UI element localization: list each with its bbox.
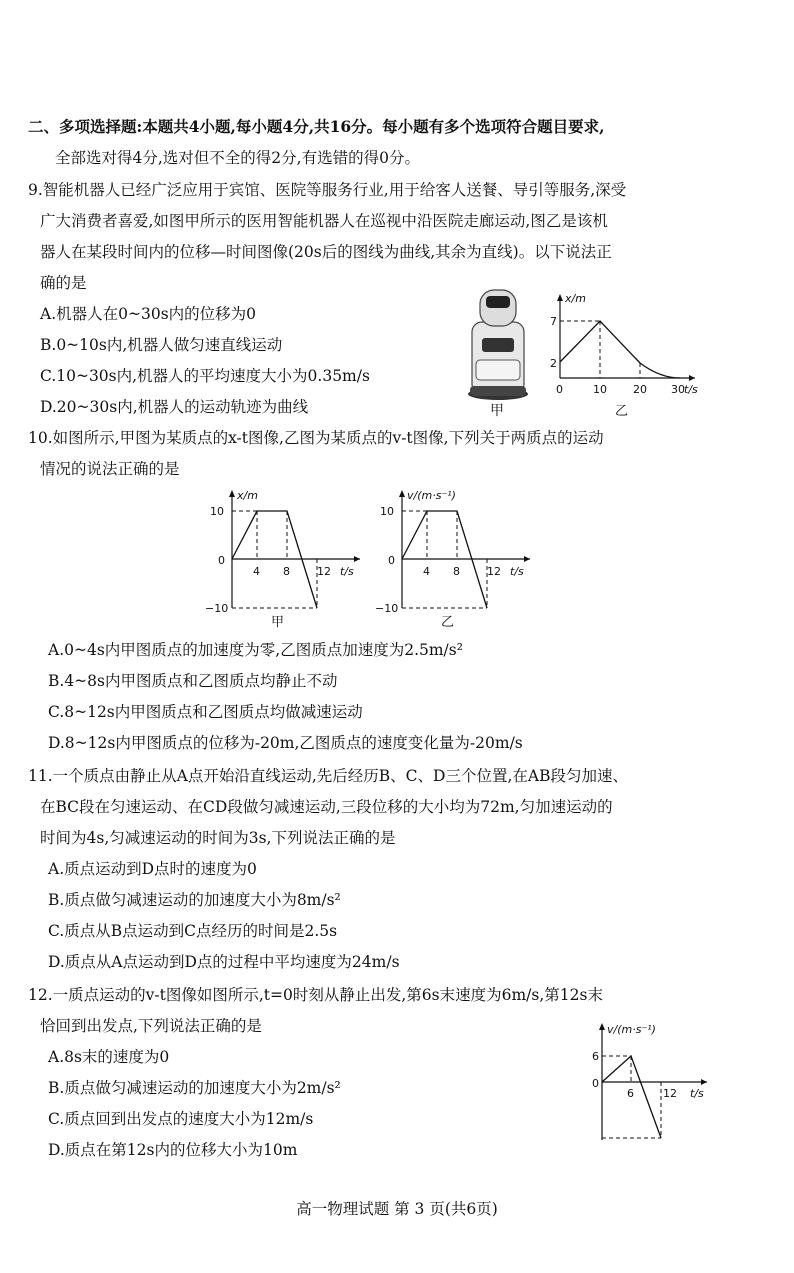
q11-option-d: D.质点从A点运动到D点的过程中平均速度为24m/s bbox=[48, 953, 400, 971]
robot-figure bbox=[462, 282, 534, 422]
q10-option-d: D.8~12s内甲图质点的位移为-20m,乙图质点的速度变化量为-20m/s bbox=[48, 734, 523, 752]
q9-option-a: A.机器人在0~30s内的位移为0 bbox=[40, 305, 257, 323]
q9-option-c: C.10~30s内,机器人的平均速度大小为0.35m/s bbox=[40, 367, 370, 385]
q9-stem-line4: 确的是 bbox=[40, 274, 87, 292]
q10-yi-ylabel: v/(m·s⁻¹) bbox=[407, 489, 456, 502]
q11-option-b: B.质点做匀减速运动的加速度大小为8m/s² bbox=[48, 891, 341, 909]
q10-yi-ytick-neg10: −10 bbox=[375, 602, 399, 615]
q9-graph-line bbox=[560, 321, 680, 378]
q9-graph-caption: 乙 bbox=[615, 404, 629, 419]
q10-jia-xtick-4: 4 bbox=[253, 565, 260, 578]
q10-yi-caption: 乙 bbox=[441, 615, 455, 630]
q12-xlabel: t/s bbox=[690, 1087, 704, 1100]
q12-option-a: A.8s末的速度为0 bbox=[48, 1048, 170, 1066]
q12-option-b: B.质点做匀减速运动的加速度大小为2m/s² bbox=[48, 1079, 341, 1097]
q9-xlabel: t/s bbox=[684, 383, 698, 396]
q9-xtick-30: 30 bbox=[671, 383, 685, 396]
fig-jia-caption: 甲 bbox=[490, 403, 504, 419]
q12-vt-graph bbox=[585, 1020, 715, 1145]
page-footer: 高一物理试题 第 3 页(共6页) bbox=[296, 1200, 498, 1218]
q11-stem-line3: 时间为4s,匀减速运动的时间为3s,下列说法正确的是 bbox=[40, 829, 396, 847]
q12-xtick-12: 12 bbox=[663, 1087, 677, 1100]
q10-jia-ytick-0: 0 bbox=[218, 554, 225, 567]
q10-option-a: A.0~4s内甲图质点的加速度为零,乙图质点加速度为2.5m/s² bbox=[48, 641, 463, 659]
q9-stem-line3: 器人在某段时间内的位移—时间图像(20s后的图线为曲线,其余为直线)。以下说法正 bbox=[40, 243, 612, 261]
q12-stem-line1: 12.一质点运动的v-t图像如图所示,t=0时刻从静止出发,第6s末速度为6m/s,第12s末 bbox=[28, 986, 603, 1004]
q12-option-c: C.质点回到出发点的速度大小为12m/s bbox=[48, 1110, 314, 1128]
q12-option-d: D.质点在第12s内的位移大小为10m bbox=[48, 1141, 298, 1159]
q11-stem-line2: 在BC段在匀速运动、在CD段做匀减速运动,三段位移的大小均为72m,匀加速运动的 bbox=[40, 798, 613, 816]
q10-jia-xtick-12: 12 bbox=[317, 565, 331, 578]
q9-xtick-20: 20 bbox=[633, 383, 647, 396]
q12-stem-line2: 恰回到出发点,下列说法正确的是 bbox=[40, 1017, 262, 1035]
q12-ytick-6: 6 bbox=[592, 1050, 599, 1063]
q12-xtick-6: 6 bbox=[627, 1087, 634, 1100]
q10-jia-caption: 甲 bbox=[271, 615, 285, 630]
q10-yi-xtick-12: 12 bbox=[487, 565, 501, 578]
q9-xt-graph bbox=[545, 290, 700, 420]
q9-option-b: B.0~10s内,机器人做匀速直线运动 bbox=[40, 336, 283, 354]
q9-xtick-10: 10 bbox=[593, 383, 607, 396]
q10-jia-ytick-neg10: −10 bbox=[205, 602, 229, 615]
q11-option-c: C.质点从B点运动到C点经历的时间是2.5s bbox=[48, 922, 338, 940]
q10-stem-line2: 情况的说法正确的是 bbox=[40, 460, 180, 478]
q10-xt-graph bbox=[205, 486, 365, 631]
q9-option-d: D.20~30s内,机器人的运动轨迹为曲线 bbox=[40, 398, 309, 416]
q10-yi-xtick-8: 8 bbox=[453, 565, 460, 578]
q10-graph-yi bbox=[375, 486, 535, 635]
q12-graph bbox=[585, 1020, 715, 1149]
q10-yi-ytick-10: 10 bbox=[380, 505, 394, 518]
q9-stem-line2: 广大消费者喜爱,如图甲所示的医用智能机器人在巡视中沿医院走廊运动,图乙是该机 bbox=[40, 212, 608, 230]
q9-graph bbox=[545, 290, 700, 424]
q10-stem-line1: 10.如图所示,甲图为某质点的x-t图像,乙图为某质点的v-t图像,下列关于两质点的运动 bbox=[28, 429, 604, 447]
q10-graph-jia bbox=[205, 486, 365, 635]
q9-stem-line1: 9.智能机器人已经广泛应用于宾馆、医院等服务行业,用于给客人送餐、导引等服务,深受 bbox=[28, 181, 627, 199]
q10-yi-ytick-0: 0 bbox=[388, 554, 395, 567]
q10-jia-xlabel: t/s bbox=[340, 565, 354, 578]
q12-ylabel: v/(m·s⁻¹) bbox=[607, 1023, 656, 1036]
q12-ytick-0: 0 bbox=[592, 1077, 599, 1090]
q10-jia-ylabel: x/m bbox=[237, 489, 258, 502]
q11-option-a: A.质点运动到D点时的速度为0 bbox=[48, 860, 257, 878]
q10-yi-xtick-4: 4 bbox=[423, 565, 430, 578]
section-header: 二、多项选择题:本题共4小题,每小题4分,共16分。每小题有多个选项符合题目要求, bbox=[28, 117, 605, 136]
q10-jia-ytick-10: 10 bbox=[210, 505, 224, 518]
q10-yi-xlabel: t/s bbox=[510, 565, 524, 578]
q9-xtick-0: 0 bbox=[556, 383, 563, 396]
q10-jia-xtick-8: 8 bbox=[283, 565, 290, 578]
q10-option-c: C.8~12s内甲图质点和乙图质点均做减速运动 bbox=[48, 703, 363, 721]
section-header-line2: 全部选对得4分,选对但不全的得2分,有选错的得0分。 bbox=[55, 149, 420, 167]
q9-ylabel: x/m bbox=[565, 292, 586, 305]
q10-vt-graph bbox=[375, 486, 535, 631]
q9-ytick-2: 2 bbox=[550, 357, 557, 370]
q9-ytick-7: 7 bbox=[550, 315, 557, 328]
q10-option-b: B.4~8s内甲图质点和乙图质点均静止不动 bbox=[48, 672, 338, 690]
q11-stem-line1: 11.一个质点由静止从A点开始沿直线运动,先后经历B、C、D三个位置,在AB段匀加速、 bbox=[28, 767, 628, 785]
